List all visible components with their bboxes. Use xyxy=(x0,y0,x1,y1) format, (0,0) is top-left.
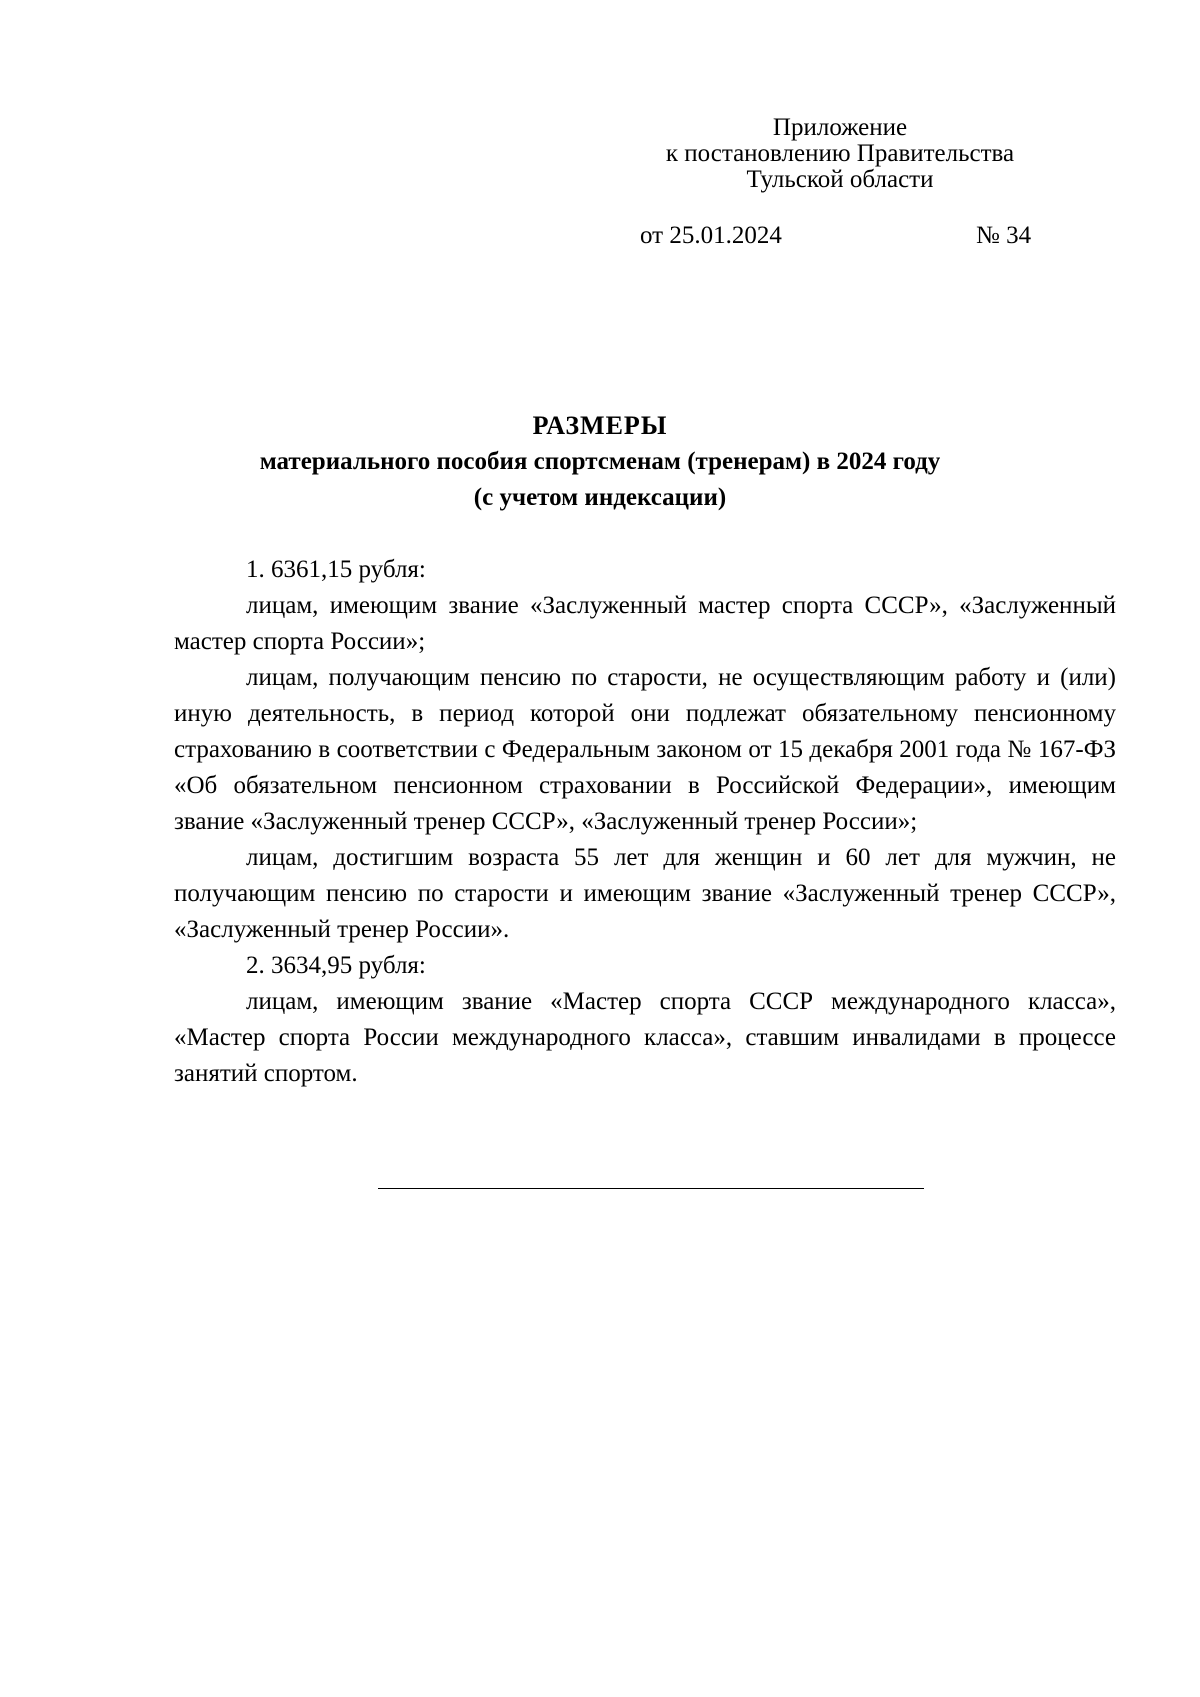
appendix-region: Тульской области xyxy=(746,166,934,193)
document-body xyxy=(174,552,1116,1092)
resolution-date: от 25.01.2024 xyxy=(640,222,782,249)
title-note: (с учетом индексации) xyxy=(473,484,727,511)
item-1-recipients-age-coaches: лицам, достигшим возраста 55 лет для женщин и 60 лет для мужчин, не получающим пенсию по старости и имеющим звание «Заслуженный тренер СССР», «Заслуженный тренер России». xyxy=(174,844,1116,943)
item-2-amount: 2. 3634,95 рубля: xyxy=(246,952,426,979)
item-1-recipients-pensioner-coaches: лицам, получающим пенсию по старости, не осуществляющим работу и (или) иную деятельность, в период которой они подлежат обязательному пенсионному страхованию в соответствии с Федеральным законом от 15 декабря 2001 года № 167-ФЗ «Об обязательном пенсионном страховании в Российской Федерации», имеющим звание «Заслуженный тренер СССР», «Заслуженный тренер России»; xyxy=(174,664,1116,835)
document-title xyxy=(180,408,1020,516)
item-1-recipients-honored-masters: лицам, имеющим звание «Заслуженный мастер спорта СССР», «Заслуженный мастер спорта России»; xyxy=(174,592,1116,655)
appendix-reference: к постановлению Правительства xyxy=(665,140,1015,167)
title-subject: материального пособия спортсменам (тренерам) в 2024 году xyxy=(259,448,941,475)
appendix-label: Приложение xyxy=(772,114,908,141)
closing-rule xyxy=(378,1188,924,1189)
item-1-amount: 1. 6361,15 рубля: xyxy=(246,556,426,583)
item-2-recipients: лицам, имеющим звание «Мастер спорта СССР международного класса», «Мастер спорта России международного класса», ставшим инвалидами в процессе занятий спортом. xyxy=(174,988,1116,1087)
appendix-header xyxy=(640,115,1040,193)
title-main: РАЗМЕРЫ xyxy=(532,411,668,440)
resolution-number: № 34 xyxy=(976,222,1032,249)
